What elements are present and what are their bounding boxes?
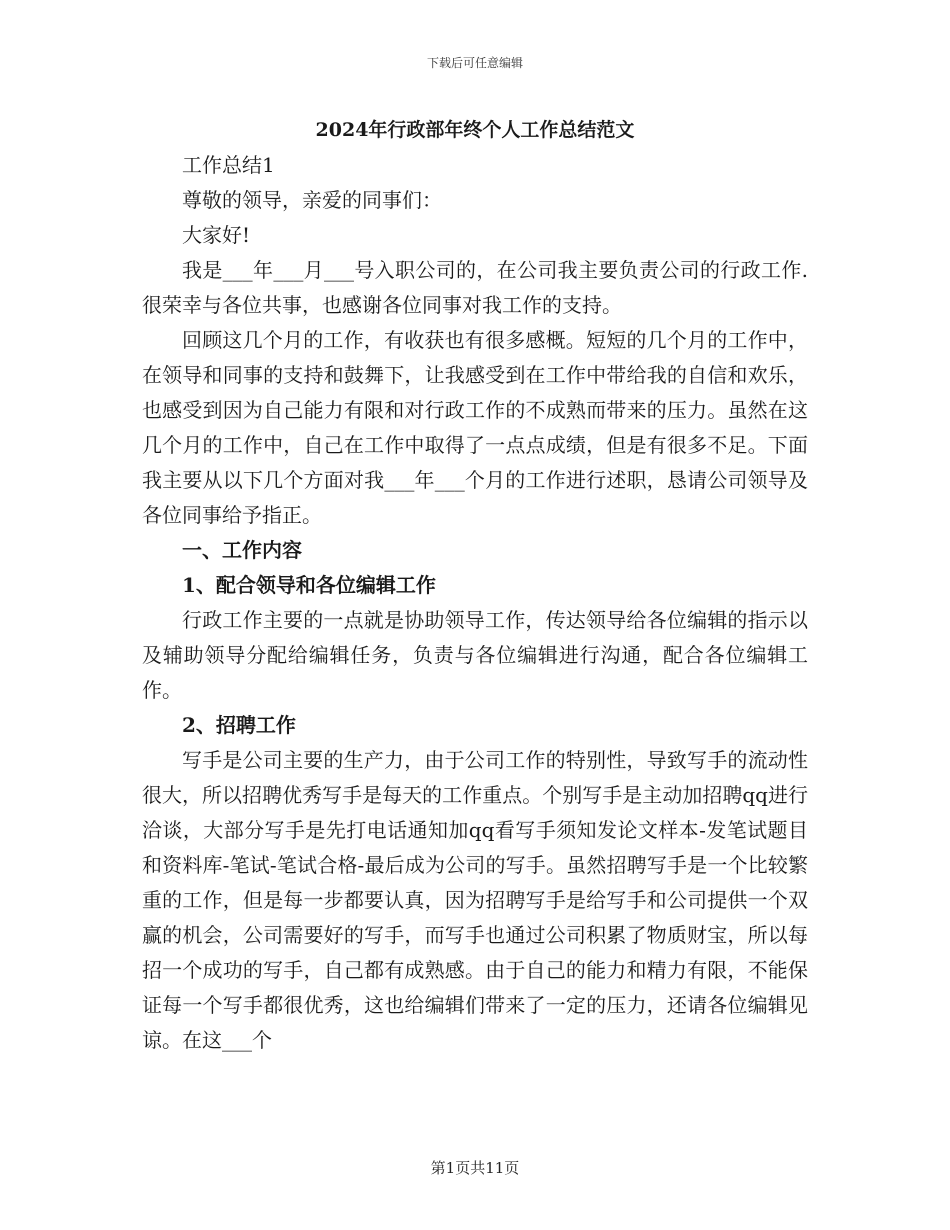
page-header-note: 下载后可任意编辑 <box>426 56 523 70</box>
subheading-recruitment: 2、招聘工作 <box>182 713 296 737</box>
paragraph-greeting: 大家好! <box>182 223 251 247</box>
paragraph-review: 回顾这几个月的工作，有收获也有很多感概。短短的几个月的工作中，在领导和同事的支持和鼓舞下，让我感受到在工作中带给我的自信和欢乐，也感受到因为自己能力有限和对行政工作的不成熟而带来的压力。虽然在这几个月的工作中，自己在工作中取得了一点点成绩，但是有很多不足。下面我主要从以下几个方面对我___年___个月的工作进行述职，恳请公司领导及各位同事给予指正。 <box>142 328 808 527</box>
heading-work-content: 一、工作内容 <box>182 538 302 562</box>
paragraph-intro: 我是___年___月___号入职公司的，在公司我主要负责公司的行政工作.很荣幸与各位共事，也感谢各位同事对我工作的支持。 <box>142 258 808 317</box>
paragraph-summary-label: 工作总结1 <box>182 153 275 177</box>
document-body <box>142 112 808 1058</box>
paragraph-recruitment: 写手是公司主要的生产力，由于公司工作的特别性，导致写手的流动性很大，所以招聘优秀写手是每天的工作重点。个别写手是主动加招聘qq进行洽谈，大部分写手是先打电话通知加qq看写手须知发论文样本-发笔试题目和资料库-笔试-笔试合格-最后成为公司的写手。虽然招聘写手是一个比较繁重的工作，但是每一步都要认真，因为招聘写手是给写手和公司提供一个双赢的机会，公司需要好的写手，而写手也通过公司积累了物质财宝，所以每招一个成功的写手，自己都有成熟感。由于自己的能力和精力有限，不能保证每一个写手都很优秀，这也给编辑们带来了一定的压力，还请各位编辑见谅。在这___个 <box>142 748 808 1052</box>
page-footer-number: 第1页共11页 <box>430 1159 520 1177</box>
paragraph-salutation: 尊敬的领导，亲爱的同事们： <box>182 188 442 212</box>
subheading-cooperate: 1、配合领导和各位编辑工作 <box>182 573 436 597</box>
paragraph-cooperate: 行政工作主要的一点就是协助领导工作，传达领导给各位编辑的指示以及辅助领导分配给编辑任务，负责与各位编辑进行沟通，配合各位编辑工作。 <box>142 608 808 702</box>
document-title: 2024年行政部年终个人工作总结范文 <box>315 119 635 141</box>
